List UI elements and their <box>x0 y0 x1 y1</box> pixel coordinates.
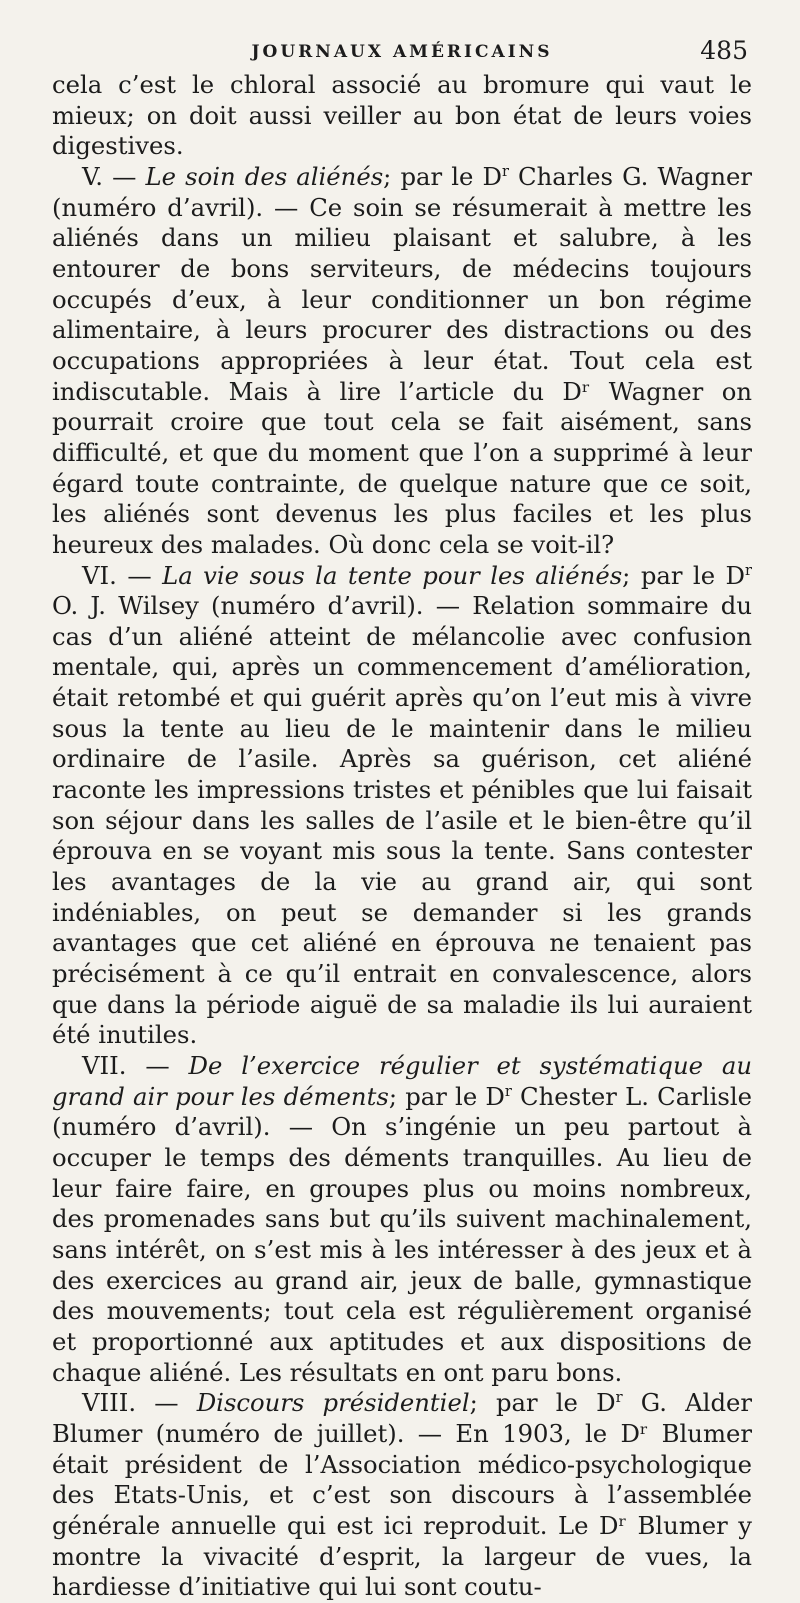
author-sup: r <box>504 1082 512 1100</box>
section-vii <box>52 1051 752 1388</box>
author-prefix: ; par le D <box>469 1388 616 1418</box>
paragraph-text: cela c’est le chloral associé au bromure qui vaut le mieux; on doit aussi veiller au bon état de leurs voies digestives. <box>52 70 752 161</box>
paragraph-continuation <box>52 70 752 162</box>
section-number: VIII. — <box>82 1388 179 1418</box>
section-vi <box>52 561 752 1052</box>
author-sup: r <box>615 1389 623 1407</box>
running-title: JOURNAUX AMÉRICAINS <box>251 42 553 62</box>
section-text: Charles G. Wagner (numéro d’avril). — Ce soin se résumerait à mettre les aliénés dans un milieu plaisant et salubre, à les entourer de bons serviteurs, de médecins toujours occupés d’eux, à leur conditionner un bon régime alimentaire, à leurs procurer des distractions ou des occupations appropriées à leur état. Tout cela est indiscutable. Mais à lire l’article du Dʳ Wagner on pourrait croire que tout cela se fait aisément, sans difficulté, et que du moment que l’on a supprimé à leur égard toute contrainte, de quelque nature que ce soit, les aliénés sont devenus les plus faciles et les plus heureux des malades. Où donc cela se voit-il? <box>52 161 752 559</box>
page-header <box>52 36 752 70</box>
author-prefix: ; par le D <box>622 560 746 590</box>
author-prefix: ; par le D <box>383 161 502 191</box>
section-number: VII. — <box>82 1051 170 1080</box>
section-viii <box>52 1388 752 1603</box>
author-prefix: ; par le D <box>388 1081 505 1111</box>
section-v <box>52 162 752 561</box>
section-text: Chester L. Carlisle (numéro d’avril). — On s’ingénie un peu partout à occuper le temps des déments tranquilles. Au lieu de leur faire faire, en groupes plus ou moins nombreux, des promenades sans but qu’ils suivent machinalement, sans intérêt, on s’est mis à les intéresser à des jeux et à des exercices au grand air, jeux de balle, gymnastique des mouvements; tout cela est régulièrement organisé et proportionné aux aptitudes et aux dispositions de chaque aliéné. Les résultats en ont paru bons. <box>52 1081 752 1387</box>
author-sup: r <box>501 162 509 180</box>
section-text: O. J. Wilsey (numéro d’avril). — Relation sommaire du cas d’un aliéné atteint de mélancolie avec confusion mentale, qui, après un commencement d’amélioration, était retombé et qui guérit après qu’on l’eut mis à vivre sous la tente au lieu de le maintenir dans le milieu ordinaire de l’asile. Après sa guérison, cet aliéné raconte les impressions tristes et pénibles que lui faisait son séjour dans les salles de l’asile et le bien-être qu’il éprouva en se voyant mis sous la tente. Sans contester les avantages de la vie au grand air, qui sont indéniables, on peut se demander si les grands avantages que cet aliéné en éprouva ne tenaient pas précisément à ce qu’il entrait en convalescence, alors que dans la période aiguë de sa maladie ils lui auraient été inutiles. <box>52 591 752 1050</box>
article-body <box>52 70 752 1603</box>
author-sup: r <box>745 561 752 579</box>
section-title: De l’exercice régulier et systématique au grand air pour les déments <box>52 1051 752 1111</box>
section-text: G. Alder Blumer (numéro de juillet). — En 1903, le Dʳ Blumer était président de l’Association médico-psychologique des Etats-Unis, et c’est son discours à l’assemblée générale annuelle qui est ici reproduit. Le Dʳ Blumer y montre la vivacité d’esprit, la largeur de vues, la hardiesse d’initiative qui lui sont coutu- <box>52 1388 753 1602</box>
section-title: Le soin des aliénés <box>145 161 384 191</box>
section-number: V. — <box>82 161 137 191</box>
section-title: Discours présidentiel <box>196 1388 470 1418</box>
section-number: VI. — <box>82 560 152 590</box>
section-title: La vie sous la tente pour les aliénés <box>162 560 623 590</box>
page-number: 485 <box>700 36 748 65</box>
